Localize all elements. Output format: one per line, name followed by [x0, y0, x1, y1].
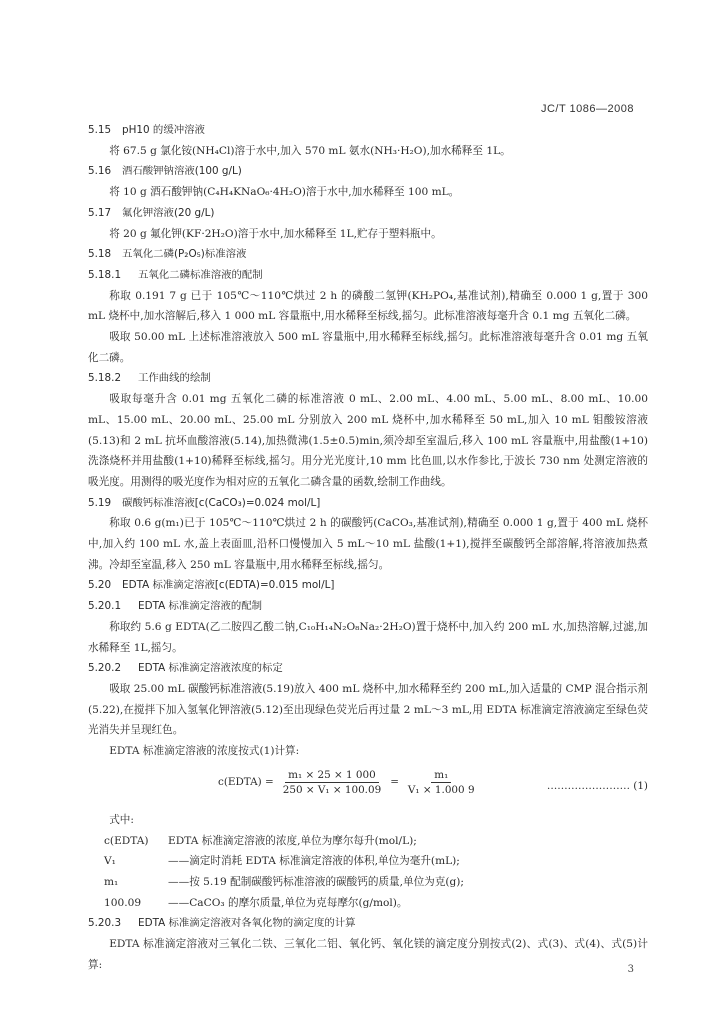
where-intro: 式中:	[109, 813, 134, 826]
section-heading: 5.16 酒石酸钾钠溶液(100 g/L)	[88, 165, 242, 178]
page-number: 3	[627, 964, 634, 975]
paragraph: 吸取每毫升含 0.01 mg 五氧化二磷的标准溶液 0 mL、2.00 mL、4.00 mL、5.00 mL、8.00 mL、10.00 mL、15.00 mL、20.00 mL、25.00 mL 分别放入 200 mL 烧杯中,加水稀释至 50 mL,加入 10 mL 钼酸铵溶液(5.13)和 2 mL 抗坏血酸溶液(5.14),加热微沸(1.5±0.5)min,须冷却至室温后,移入 100 mL 容量瓶中,用盐酸(1+10)洗涤烧杯并用盐酸(1+10)稀释至标线,摇匀。用分光光度计,10 mm 比色皿,以水作参比,于波长 730 nm 处测定溶液的吸光度。用测得的吸光度作为相对应的五氧化二磷含量的函数,绘制工作曲线。	[88, 393, 648, 488]
subsection-heading: 5.20.2 EDTA 标准滴定溶液浓度的标定	[88, 662, 283, 675]
paragraph: 称取 0.6 g(m₁)已于 105℃～110℃烘过 2 h 的碳酸钙(CaCO₃,基准试剂),精确至 0.000 1 g,置于 400 mL 烧杯中,加入约 100 mL 水,盖上表面皿,沿杯口慢慢加入 5 mL～10 mL 盐酸(1+1),搅拌至碳酸钙全部溶解,将溶液加热煮沸。冷却至室温,移入 250 mL 容量瓶中,用水稀释至标线,摇匀。	[88, 517, 648, 571]
where-description: EDTA 标准滴定溶液的浓度,单位为摩尔每升(mol/L);	[168, 834, 417, 847]
where-description: ——滴定时消耗 EDTA 标准滴定溶液的体积,单位为毫升(mL);	[168, 855, 460, 868]
paragraph: 将 10 g 酒石酸钾钠(C₄H₄KNaO₆·4H₂O)溶于水中,加水稀释至 100 mL。	[109, 186, 460, 199]
fraction-numerator: m₁	[431, 768, 451, 783]
where-description: ——按 5.19 配制碳酸钙标准溶液的碳酸钙的质量,单位为克(g);	[168, 875, 464, 888]
formula-expression	[218, 768, 478, 797]
where-symbol: 100.09	[104, 896, 142, 909]
section-heading: 5.20 EDTA 标准滴定溶液[c(EDTA)=0.015 mol/L]	[88, 579, 335, 592]
formula-equals: =	[390, 775, 399, 788]
subsection-heading: 5.18.2 工作曲线的绘制	[88, 372, 211, 385]
fraction-denominator: V₁ × 1.000 9	[407, 783, 475, 796]
formula-fraction-2	[405, 768, 478, 797]
section-heading: 5.19 碳酸钙标准溶液[c(CaCO₃)=0.024 mol/L]	[88, 496, 321, 509]
paragraph: 吸取 25.00 mL 碳酸钙标准溶液(5.19)放入 400 mL 烧杯中,加水稀释至约 200 mL,加入适量的 CMP 混合指示剂(5.22),在搅拌下加入氢氧化钾溶液(5.12)至出现绿色荧光后再过量 2 mL～3 mL,用 EDTA 标准滴定溶液滴定至绿色荧光消失并呈现红色。	[88, 682, 648, 737]
where-symbol: V₁	[104, 855, 116, 868]
fraction-denominator: 250 × V₁ × 100.09	[282, 783, 382, 796]
paragraph: EDTA 标准滴定溶液对三氧化二铁、三氧化二铝、氧化钙、氧化镁的滴定度分别按式(2)、式(3)、式(4)、式(5)计算:	[88, 938, 648, 971]
formula-lhs: c(EDTA) =	[218, 775, 274, 788]
formula-1	[88, 764, 648, 806]
paragraph: 将 20 g 氟化钾(KF·2H₂O)溶于水中,加水稀释至 1L,贮存于塑料瓶中。	[109, 227, 442, 240]
where-description: ——CaCO₃ 的摩尔质量,单位为克每摩尔(g/mol)。	[168, 896, 408, 909]
formula-fraction-1	[280, 768, 384, 797]
section-heading: 5.17 氟化钾溶液(20 g/L)	[88, 206, 215, 219]
formula-number: …………………… (1)	[546, 779, 648, 792]
document-code: JC/T 1086—2008	[540, 103, 634, 115]
section-heading: 5.18 五氧化二磷(P₂O₅)标准溶液	[88, 248, 247, 261]
paragraph: 称取约 5.6 g EDTA(乙二胺四乙酸二钠,C₁₀H₁₄N₂O₈Na₂·2H₂O)置于烧杯中,加入约 200 mL 水,加热溶解,过滤,加水稀释至 1L,摇匀。	[88, 620, 648, 654]
where-item	[88, 872, 648, 893]
subsection-heading: 5.20.3 EDTA 标准滴定溶液对各氧化物的滴定度的计算	[88, 917, 356, 930]
paragraph: EDTA 标准滴定溶液的浓度按式(1)计算:	[109, 745, 300, 758]
document-body	[88, 120, 648, 975]
section-heading: 5.15 pH10 的缓冲溶液	[88, 124, 205, 136]
where-item	[88, 851, 648, 872]
subsection-heading: 5.18.1 五氧化二磷标准溶液的配制	[88, 268, 263, 281]
where-symbol: c(EDTA)	[104, 834, 149, 847]
paragraph: 将 67.5 g 氯化铵(NH₄Cl)溶于水中,加入 570 mL 氨水(NH₃·H₂O),加水稀释至 1L。	[109, 144, 511, 157]
fraction-numerator: m₁ × 25 × 1 000	[285, 768, 379, 783]
where-item	[88, 893, 648, 914]
where-symbol: m₁	[104, 875, 119, 888]
subsection-heading: 5.20.1 EDTA 标准滴定溶液的配制	[88, 600, 263, 613]
paragraph: 称取 0.191 7 g 已于 105℃～110℃烘过 2 h 的磷酸二氢钾(KH₂PO₄,基准试剂),精确至 0.000 1 g,置于 300 mL 烧杯中,加水溶解后,移入 1 000 mL 容量瓶中,用水稀释至标线,摇匀。此标准溶液每毫升含 0.1 mg 五氧化二磷。	[88, 289, 648, 323]
paragraph: 吸取 50.00 mL 上述标准溶液放入 500 mL 容量瓶中,用水稀释至标线,摇匀。此标准溶液每毫升含 0.01 mg 五氧化二磷。	[88, 331, 648, 364]
where-item	[88, 831, 648, 852]
